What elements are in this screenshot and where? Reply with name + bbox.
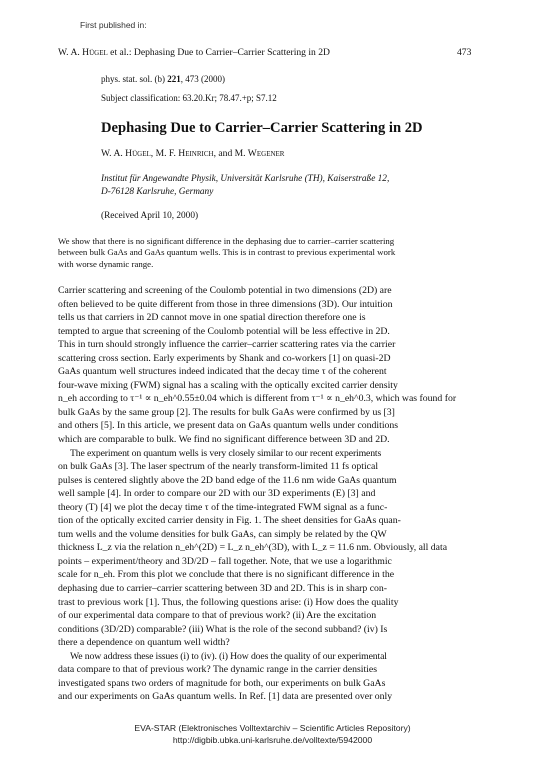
body-line: Carrier scattering and screening of the Coulomb potential in two dimensions (2D) are bbox=[58, 285, 392, 296]
body-line: scattering cross section. Early experiments by Shank and co-workers [1] on quasi-2D bbox=[58, 352, 391, 364]
body-line: points – experiment/theory and 3D/2D – fall together. Note, that we use a logarithmic bbox=[58, 555, 392, 567]
body-line: scale for n_eh. From this plot we conclude that there is no significant difference in the bbox=[58, 569, 395, 581]
body-line: dephasing due to carrier–carrier scattering between 3D and 2D. This is in sharp con- bbox=[58, 583, 388, 595]
body-line: GaAs quantum well structures indeed indicated that the decay time τ of the coherent bbox=[58, 366, 387, 378]
body-line: tum wells and the volume densities for bulk GaAs, can simply be related by the QW bbox=[58, 528, 387, 540]
body-line: of our experimental data compare to that of previous work? (ii) Are the excitation bbox=[58, 610, 377, 622]
body-line: theory (T) [4] we plot the decay time τ of the time-integrated FWM signal as a func- bbox=[58, 501, 388, 513]
body-line: tells us that carriers in 2D cannot move in one spatial direction therefore one is bbox=[58, 312, 366, 324]
body-line: tempted to argue that screening of the Coulomb potential will be less effective in 2D. bbox=[58, 325, 390, 337]
body-line: well sample [4]. In order to compare our 2D with our 3D experiments (E) [3] and bbox=[58, 488, 376, 500]
received-date: (Received April 10, 2000) bbox=[101, 211, 199, 221]
body-line: and others [5]. In this article, we present data on GaAs quantum wells under conditions bbox=[58, 420, 399, 432]
body-line: We now address these issues (i) to (iv). (i) How does the quality of our experimental bbox=[70, 650, 387, 662]
body-line: n_eh according to τ⁻¹ ∝ n_eh^0.55±0.04 which is different from τ⁻¹ ∝ n_eh^0.3, which was found for bbox=[58, 393, 457, 405]
pages-year: , 473 (2000) bbox=[180, 74, 225, 84]
body-text bbox=[58, 284, 482, 704]
subject-classification: Subject classification: 63.20.Kr; 78.47.+p; S7.12 bbox=[101, 93, 277, 103]
affiliation-line-1: Institut für Angewandte Physik, Universität Karlsruhe (TH), Kaiserstraße 12, bbox=[101, 174, 390, 184]
repository-footer bbox=[0, 722, 545, 746]
running-header bbox=[58, 47, 478, 58]
abstract-line: with worse dynamic range. bbox=[58, 258, 154, 269]
body-line: This in turn should strongly influence the carrier–carrier scattering rates via the carrier bbox=[58, 339, 396, 351]
body-line: bulk GaAs by the same group [2]. The results for bulk GaAs were confirmed by us [3] bbox=[58, 406, 395, 418]
running-header-text: W. A. Hügel et al.: Dephasing Due to Carrier–Carrier Scattering in 2D bbox=[58, 47, 330, 58]
body-line: four-wave mixing (FWM) signal has a scaling with the optically excited carrier density bbox=[58, 379, 398, 391]
body-line: data compare to that of previous work? The dynamic range in the carrier densities bbox=[58, 664, 378, 676]
body-line: tion of the optically excited carrier density in Fig. 1. The sheet densities for GaAs quan- bbox=[58, 515, 401, 527]
body-line: often believed to be quite different from those in three dimensions (3D). Our intuition bbox=[58, 298, 393, 310]
footer-url[interactable]: http://digbib.ubka.uni-karlsruhe.de/volltexte/5942000 bbox=[172, 735, 373, 745]
abstract-line: between bulk GaAs and GaAs quantum wells. This is in contrast to previous experimental work bbox=[58, 247, 396, 258]
abstract bbox=[58, 236, 478, 270]
body-line: The experiment on quantum wells is very closely similar to our recent experiments bbox=[70, 447, 382, 459]
journal-name: phys. stat. sol. (b) bbox=[101, 74, 165, 84]
footer-line-1: EVA-STAR (Elektronisches Volltextarchiv – Scientific Articles Repository) bbox=[134, 723, 411, 733]
body-line: conditions (3D/2D) comparable? (iii) What is the role of the second subband? (iv) Is bbox=[58, 623, 388, 635]
citation-line bbox=[101, 74, 225, 84]
abstract-line: We show that there is no significant difference in the dephasing due to carrier–carrier scattering bbox=[58, 236, 395, 246]
authors: W. A. Hügel, M. F. Heinrich, and M. Wegener bbox=[101, 148, 285, 159]
body-line: there a dependence on quantum well width? bbox=[58, 637, 230, 649]
page-number: 473 bbox=[457, 47, 472, 58]
body-line: trast to previous work [1]. Thus, the following questions arise: (i) How does the quality bbox=[58, 596, 399, 608]
affiliation-line-2: D-76128 Karlsruhe, Germany bbox=[101, 187, 214, 197]
journal-volume: 221 bbox=[167, 74, 181, 84]
body-line: on bulk GaAs [3]. The laser spectrum of the nearly transform-limited 11 fs optical bbox=[58, 461, 379, 473]
body-line: and our experiments on GaAs quantum wells. In Ref. [1] data are presented over only bbox=[58, 691, 393, 703]
affiliation bbox=[101, 173, 389, 199]
body-line: which are comparable to bulk. We find no significant difference between 3D and 2D. bbox=[58, 434, 390, 446]
body-line: pulses is centered slightly above the 2D band edge of the 11.6 nm wide GaAs quantum bbox=[58, 474, 397, 486]
article-title: Dephasing Due to Carrier–Carrier Scattering in 2D bbox=[101, 120, 423, 136]
body-line: investigated spans two orders of magnitude for both, our experiments on bulk GaAs bbox=[58, 677, 386, 689]
body-line: thickness L_z via the relation n_eh^(2D) = L_z n_eh^(3D), with L_z = 11.6 nm. Obviously, all data bbox=[58, 542, 448, 554]
first-published-note: First published in: bbox=[80, 20, 147, 30]
